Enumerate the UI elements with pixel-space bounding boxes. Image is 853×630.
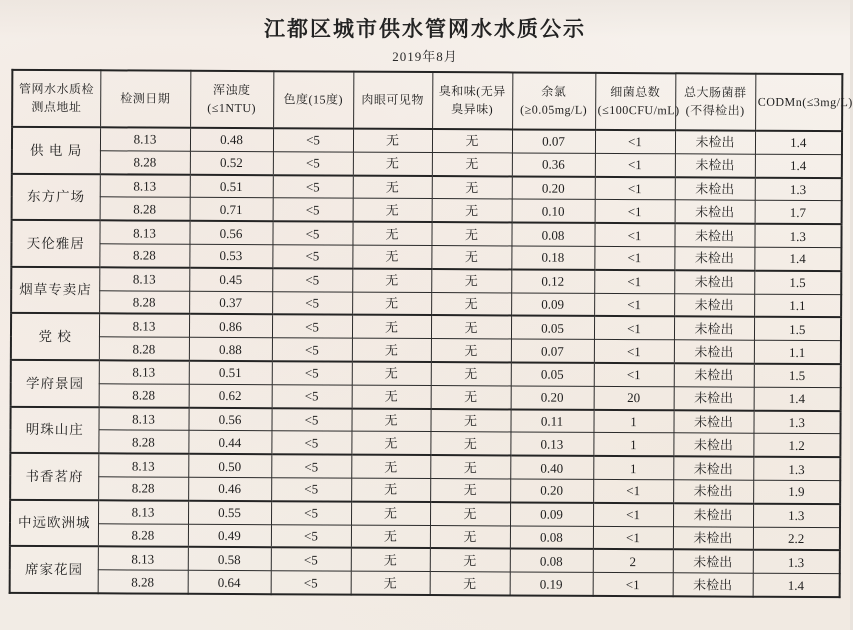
address-cell: 供 电 局 [12, 127, 100, 174]
data-cell: 1.1 [754, 294, 841, 318]
data-cell: 0.58 [188, 547, 271, 571]
data-cell: 无 [351, 571, 430, 595]
data-cell: 无 [430, 478, 510, 502]
data-cell: 0.05 [511, 362, 594, 386]
data-cell: 无 [430, 432, 510, 456]
data-cell: 无 [430, 572, 510, 596]
data-cell: <5 [272, 268, 352, 292]
col-header-odor: 臭和味(无异臭异味) [432, 72, 512, 129]
data-cell: 无 [430, 525, 510, 549]
data-cell: 2.2 [753, 527, 840, 551]
data-cell: <1 [594, 340, 674, 364]
data-cell: 0.51 [189, 361, 272, 385]
data-cell: 0.10 [512, 199, 595, 223]
data-cell: <5 [271, 454, 351, 478]
data-cell: 0.08 [510, 549, 593, 573]
data-cell: 0.62 [189, 384, 272, 408]
data-cell: 8.13 [99, 267, 189, 291]
data-cell: 1 [593, 409, 673, 433]
data-cell: 0.55 [188, 501, 271, 525]
data-cell: 未检出 [673, 573, 753, 597]
data-cell: 0.50 [188, 454, 271, 478]
data-cell: 8.28 [99, 244, 189, 268]
address-cell: 天伦雅居 [11, 220, 99, 267]
data-cell: 1.3 [753, 457, 840, 481]
data-cell: <1 [593, 479, 673, 503]
data-cell: 未检出 [674, 270, 754, 294]
data-cell: 无 [432, 176, 512, 200]
data-cell: 未检出 [673, 550, 753, 574]
data-cell: 8.13 [98, 407, 188, 431]
data-cell: 无 [431, 362, 511, 386]
address-cell: 党 校 [11, 313, 99, 360]
address-cell: 明珠山庄 [10, 406, 98, 453]
col-header-codmn: CODMn(≤3mg/L) [755, 74, 842, 131]
data-cell: <1 [593, 503, 673, 527]
col-header-visible: 肉眼可见物 [353, 72, 432, 129]
data-cell: 未检出 [674, 247, 754, 271]
data-cell: 1.4 [755, 131, 842, 155]
data-cell: 1.4 [754, 387, 841, 411]
address-cell: 席家花园 [10, 546, 98, 593]
data-cell: 0.08 [510, 525, 593, 549]
data-cell: 0.07 [511, 339, 594, 363]
data-cell: 1.3 [753, 410, 840, 434]
data-cell: 无 [352, 292, 431, 316]
data-cell: 0.09 [510, 502, 593, 526]
data-cell: 未检出 [674, 363, 754, 387]
data-cell: 1 [593, 433, 673, 457]
data-cell: 8.28 [98, 477, 188, 501]
data-cell: <5 [272, 221, 352, 245]
data-cell: 2 [593, 549, 673, 573]
data-cell: <1 [593, 573, 673, 597]
data-cell: <1 [595, 200, 675, 224]
data-cell: 无 [352, 362, 431, 386]
data-cell: <5 [272, 338, 352, 362]
col-header-date: 检测日期 [100, 70, 190, 127]
data-cell: 0.53 [189, 244, 272, 268]
data-cell: <1 [594, 270, 674, 294]
col-header-bacteria: 细菌总数(≤100CFU/mL) [595, 73, 675, 130]
data-cell: 1.1 [754, 340, 841, 364]
data-cell: 未检出 [675, 177, 755, 201]
data-cell: 1.5 [754, 364, 841, 388]
data-cell: 0.37 [189, 291, 272, 315]
water-quality-table-wrapper [9, 69, 853, 598]
data-cell: 未检出 [673, 433, 753, 457]
col-header-address: 管网水水质检测点地址 [12, 70, 100, 127]
data-cell: 8.13 [98, 547, 188, 571]
data-cell: 未检出 [674, 293, 754, 317]
data-cell: 1.2 [753, 434, 840, 458]
data-cell: <1 [594, 316, 674, 340]
data-cell: 无 [352, 315, 431, 339]
data-cell: 未检出 [674, 340, 754, 364]
data-cell: 无 [352, 268, 431, 292]
address-cell: 东方广场 [12, 173, 100, 220]
col-header-coliform: 总大肠菌群(不得检出) [675, 73, 755, 130]
data-cell: <5 [272, 245, 352, 269]
data-cell: 0.19 [510, 572, 593, 596]
data-cell: 0.20 [512, 176, 595, 200]
data-cell: 无 [430, 548, 510, 572]
page-subtitle: 2019年8月 [392, 49, 458, 64]
data-cell: 0.44 [188, 431, 271, 455]
water-quality-table [9, 69, 853, 598]
data-cell: <1 [595, 153, 675, 177]
data-cell: 0.20 [510, 479, 593, 503]
data-cell: <5 [272, 384, 352, 408]
page-title: 江都区城市供水管网水水质公示 [264, 17, 586, 41]
data-cell: 无 [431, 246, 511, 270]
data-cell: 无 [353, 129, 432, 153]
data-cell: <5 [273, 175, 353, 199]
address-cell: 学府景园 [11, 360, 99, 407]
data-cell: 无 [431, 269, 511, 293]
data-cell: 8.13 [100, 127, 190, 151]
data-cell: <5 [272, 315, 352, 339]
data-cell: 8.28 [99, 337, 189, 361]
data-cell: 0.71 [190, 198, 273, 222]
data-cell: 无 [352, 385, 431, 409]
data-cell: 0.48 [190, 128, 273, 152]
data-cell: 1.4 [754, 247, 841, 271]
data-cell: 未检出 [674, 387, 754, 411]
data-cell: 无 [432, 129, 512, 153]
data-cell: 1.5 [754, 271, 841, 295]
data-cell: 1 [593, 456, 673, 480]
data-cell: 无 [351, 408, 430, 432]
data-cell: 0.51 [190, 174, 273, 198]
data-cell: 0.64 [188, 570, 271, 594]
data-cell: 未检出 [673, 503, 753, 527]
data-cell: <1 [595, 130, 675, 154]
data-cell: 0.45 [189, 268, 272, 292]
data-cell: 无 [430, 455, 510, 479]
col-header-chlorine: 余氯(≥0.05mg/L) [512, 72, 595, 129]
data-cell: 1.4 [755, 154, 842, 178]
data-cell: <1 [594, 293, 674, 317]
data-cell: 0.20 [511, 386, 594, 410]
data-cell: 无 [351, 501, 430, 525]
data-cell: 0.56 [189, 221, 272, 245]
data-cell: 未检出 [675, 200, 755, 224]
data-cell: 无 [430, 409, 510, 433]
address-cell: 烟草专卖店 [11, 267, 99, 314]
data-cell: 无 [351, 431, 430, 455]
data-cell: 0.05 [511, 316, 594, 340]
data-cell: 未检出 [674, 317, 754, 341]
data-cell: 未检出 [675, 130, 755, 154]
data-cell: 8.28 [99, 290, 189, 314]
data-cell: <1 [594, 223, 674, 247]
header-row [12, 70, 842, 131]
data-cell: 0.86 [189, 314, 272, 338]
data-cell: 1.9 [753, 480, 840, 504]
data-cell: 未检出 [673, 480, 753, 504]
data-cell: 1.7 [755, 201, 842, 225]
data-cell: <5 [273, 151, 353, 175]
title-block [0, 0, 850, 65]
col-header-chroma: 色度(15度) [273, 71, 353, 128]
data-cell: 0.11 [510, 409, 593, 433]
data-cell: 0.07 [512, 129, 595, 153]
data-cell: 1.4 [753, 573, 840, 597]
data-cell: <1 [594, 363, 674, 387]
data-cell: 0.49 [188, 524, 271, 548]
data-cell: <5 [272, 291, 352, 315]
data-cell: 未检出 [673, 456, 753, 480]
col-header-turbidity: 浑浊度(≤1NTU) [190, 71, 273, 128]
data-cell: 0.88 [189, 337, 272, 361]
data-cell: 0.56 [188, 407, 271, 431]
data-cell: <5 [273, 128, 353, 152]
data-cell: 0.40 [510, 456, 593, 480]
data-cell: 无 [351, 548, 430, 572]
data-cell: 无 [353, 199, 432, 223]
data-cell: 无 [353, 175, 432, 199]
data-cell: 8.13 [99, 314, 189, 338]
data-cell: 未检出 [673, 410, 753, 434]
data-cell: 无 [431, 222, 511, 246]
data-cell: 1.3 [755, 177, 842, 201]
data-cell: 0.13 [510, 432, 593, 456]
data-cell: 0.08 [511, 223, 594, 247]
data-cell: 无 [351, 478, 430, 502]
data-cell: 1.3 [753, 550, 840, 574]
data-cell: 0.52 [190, 151, 273, 175]
data-cell: 无 [351, 525, 430, 549]
data-cell: <5 [271, 524, 351, 548]
data-cell: 未检出 [675, 154, 755, 178]
address-cell: 书香茗府 [10, 453, 98, 500]
data-cell: 无 [352, 222, 431, 246]
data-cell: 1.3 [754, 224, 841, 248]
data-cell: <1 [594, 246, 674, 270]
data-cell: 无 [352, 245, 431, 269]
data-cell: 8.13 [99, 360, 189, 384]
data-cell: <1 [595, 176, 675, 200]
data-cell: 无 [431, 339, 511, 363]
data-cell: 20 [594, 386, 674, 410]
data-cell: 8.28 [98, 430, 188, 454]
data-cell: 8.28 [99, 384, 189, 408]
address-cell: 中远欧洲城 [10, 500, 98, 547]
data-cell: <5 [271, 408, 351, 432]
data-cell: <5 [271, 431, 351, 455]
data-cell: <5 [273, 198, 353, 222]
data-cell: 8.13 [98, 453, 188, 477]
table-row [10, 569, 840, 597]
data-cell: 8.13 [99, 220, 189, 244]
data-cell: 8.28 [100, 197, 190, 221]
data-cell: 0.18 [511, 246, 594, 270]
data-cell: <5 [271, 478, 351, 502]
data-cell: 0.36 [512, 153, 595, 177]
data-cell: <1 [593, 526, 673, 550]
data-cell: <5 [271, 571, 351, 595]
data-cell: 8.13 [100, 174, 190, 198]
table-body [10, 127, 842, 597]
data-cell: 0.09 [511, 293, 594, 317]
data-cell: <5 [271, 501, 351, 525]
data-cell: 无 [351, 455, 430, 479]
data-cell: 1.5 [754, 317, 841, 341]
data-cell: 未检出 [674, 223, 754, 247]
data-cell: 8.13 [98, 500, 188, 524]
data-cell: <5 [271, 548, 351, 572]
data-cell: 无 [431, 385, 511, 409]
data-cell: 1.3 [753, 503, 840, 527]
data-cell: 无 [431, 315, 511, 339]
data-cell: 无 [430, 502, 510, 526]
data-cell: 无 [353, 152, 432, 176]
data-cell: 8.28 [98, 523, 188, 547]
data-cell: 0.12 [511, 269, 594, 293]
data-cell: 0.46 [188, 477, 271, 501]
data-cell: 无 [432, 199, 512, 223]
data-cell: 8.28 [100, 151, 190, 175]
data-cell: <5 [272, 361, 352, 385]
data-cell: 无 [432, 152, 512, 176]
data-cell: 未检出 [673, 526, 753, 550]
data-cell: 8.28 [98, 570, 188, 594]
data-cell: 无 [352, 338, 431, 362]
data-cell: 无 [431, 292, 511, 316]
